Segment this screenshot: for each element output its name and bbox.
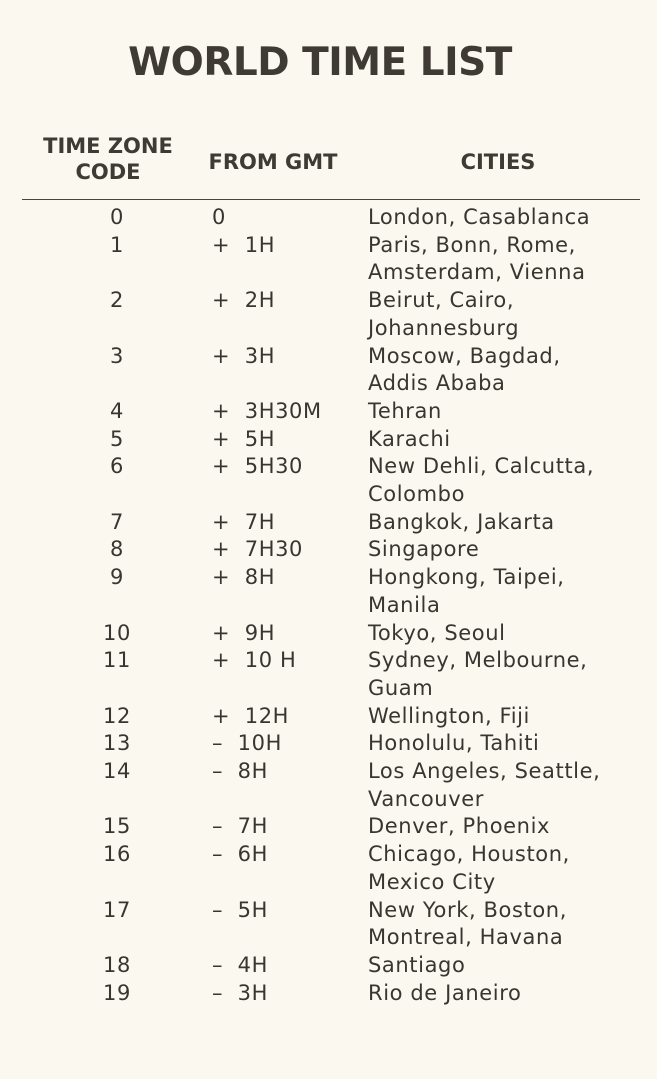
table-row: [0, 897, 657, 952]
cities-list: Beirut, Cairo, Johannesburg: [368, 288, 520, 340]
gmt-offset: + 5H30: [212, 454, 304, 479]
time-zone-code: 19: [103, 980, 131, 1005]
time-zone-code: 1: [110, 232, 124, 257]
gmt-offset: + 7H: [212, 509, 276, 534]
cities-list: Los Angeles, Seattle, Vancouver: [368, 759, 601, 811]
cities-list: Hongkong, Taipei, Manila: [368, 565, 565, 617]
table-row: [0, 453, 657, 508]
cities-list: Bangkok, Jakarta: [368, 509, 555, 534]
table-row: [0, 398, 657, 426]
header-time-zone-code: [30, 133, 186, 185]
time-zone-code: 13: [103, 731, 131, 756]
time-zone-code: 11: [103, 648, 131, 673]
time-zone-code: 2: [110, 288, 124, 313]
table-row: [0, 564, 657, 619]
table-row: [0, 287, 657, 342]
time-zone-code: 16: [103, 842, 131, 867]
gmt-offset: + 2H: [212, 288, 276, 313]
gmt-offset: + 3H30M: [212, 398, 322, 423]
table-row: [0, 426, 657, 454]
time-zone-code: 18: [103, 952, 131, 977]
cities-list: Paris, Bonn, Rome, Amsterdam, Vienna: [368, 232, 586, 285]
time-zone-code: 9: [110, 565, 124, 590]
table-row: [0, 813, 657, 841]
time-zone-code: 7: [110, 509, 124, 534]
gmt-offset: – 10H: [212, 731, 282, 756]
table-row: [0, 647, 657, 702]
table-row: [0, 204, 657, 232]
table-row: [0, 758, 657, 813]
gmt-offset: + 9H: [212, 620, 276, 645]
cities-list: New Dehli, Calcutta, Colombo: [368, 454, 595, 507]
time-zone-code: 10: [103, 620, 131, 645]
table-row: [0, 509, 657, 537]
table-row: [0, 703, 657, 731]
gmt-offset: – 3H: [212, 980, 269, 1005]
time-zone-code: 6: [110, 454, 124, 479]
header-cities: CITIES: [460, 150, 536, 174]
table-row: [0, 620, 657, 648]
cities-list: Honolulu, Tahiti: [368, 731, 540, 756]
cities-list: London, Casablanca: [368, 205, 591, 229]
time-zone-code: 17: [103, 897, 131, 922]
cities-list: Chicago, Houston, Mexico City: [368, 842, 570, 894]
cities-list: Moscow, Bagdad, Addis Ababa: [368, 343, 561, 396]
time-zone-table: [0, 204, 657, 1007]
table-row: [0, 952, 657, 980]
page-title: WORLD TIME LIST: [128, 40, 512, 85]
table-row: [0, 343, 657, 398]
gmt-offset: + 1H: [212, 232, 276, 257]
gmt-offset: + 7H30: [212, 537, 304, 562]
cities-list: Singapore: [368, 537, 480, 562]
time-zone-code: 0: [110, 205, 124, 229]
gmt-offset: – 4H: [212, 952, 269, 977]
gmt-offset: + 12H: [212, 703, 290, 728]
header-divider: [22, 199, 640, 200]
cities-list: Karachi: [368, 426, 451, 451]
cities-list: Tehran: [368, 398, 442, 423]
time-zone-code: 12: [103, 703, 131, 728]
time-zone-code: 5: [110, 426, 124, 451]
gmt-offset: 0: [212, 205, 226, 229]
time-zone-code: 15: [103, 814, 131, 839]
cities-list: Rio de Janeiro: [368, 980, 522, 1005]
gmt-offset: + 3H: [212, 343, 276, 368]
time-zone-code: 14: [103, 759, 131, 784]
gmt-offset: – 6H: [212, 842, 269, 867]
time-zone-code: 3: [110, 343, 124, 368]
time-zone-code: 4: [110, 398, 124, 423]
cities-list: New York, Boston, Montreal, Havana: [368, 897, 567, 950]
gmt-offset: – 8H: [212, 759, 269, 784]
cities-list: Tokyo, Seoul: [368, 620, 506, 645]
header-time-zone-code-label: TIME ZONE CODE: [43, 134, 173, 184]
cities-list: Santiago: [368, 952, 466, 977]
table-row: [0, 841, 657, 896]
cities-list: Denver, Phoenix: [368, 814, 551, 839]
cities-list: Wellington, Fiji: [368, 703, 530, 728]
time-zone-code: 8: [110, 537, 124, 562]
gmt-offset: + 5H: [212, 426, 276, 451]
table-row: [0, 536, 657, 564]
table-row: [0, 980, 657, 1008]
table-row: [0, 232, 657, 287]
table-row: [0, 730, 657, 758]
gmt-offset: + 8H: [212, 565, 276, 590]
gmt-offset: + 10 H: [212, 648, 297, 673]
gmt-offset: – 5H: [212, 897, 269, 922]
cities-list: Sydney, Melbourne, Guam: [368, 648, 588, 700]
gmt-offset: – 7H: [212, 814, 269, 839]
header-from-gmt: FROM GMT: [208, 150, 338, 174]
